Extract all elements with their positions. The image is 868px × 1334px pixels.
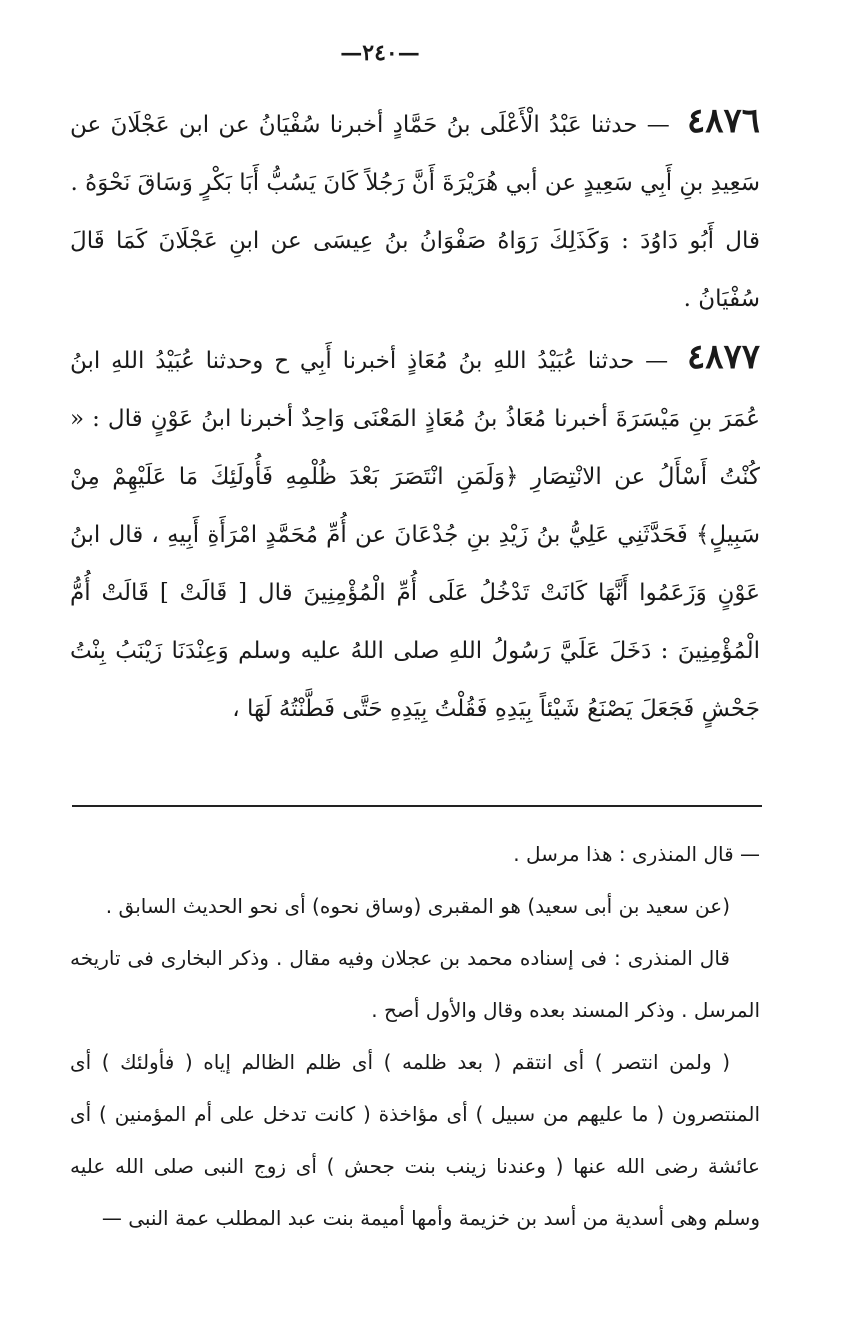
hadith-paragraph-4876 [70, 92, 760, 212]
hadith-paragraph-4877 [70, 328, 760, 738]
hadith-number: ٤٨٧٦ [686, 101, 760, 141]
footnote-paragraph: قال المنذرى : فى إسناده محمد بن عجلان وفيه مقال . وذكر البخارى فى تاريخه المرسل . وذكر المسند بعده وقال والأول أصح . [70, 946, 760, 1022]
footnote-paragraph: — قال المنذرى : هذا مرسل . [513, 842, 760, 866]
footnote-paragraph: (عن سعيد بن أبى سعيد) هو المقبرى (وساق نحوه) أى نحو الحديث السابق . [105, 894, 730, 918]
footnote-paragraph: ( ولمن انتصر ) أى انتقم ( بعد ظلمه ) أى ظلم الظالم إياه ( فأولئك ) أى المنتصرون ( ما عليهم من سبيل ) أى مؤاخذة ( كانت تدخل على أم المؤمنين ) أى عائشة رضى الله عنها ( وعندنا زينب بنت جحش ) أى زوج النبى صلى الله عليه وسلم وهى أسدية من أسد بن خزيمة وأمها أميمة بنت عبد المطلب عمة النبى — [70, 1050, 760, 1230]
abu-dawud-note-paragraph [70, 212, 760, 328]
hadith-text: قال أَبُو دَاوُدَ : وَكَذَلِكَ رَوَاهُ صَفْوَانُ بنُ عِيسَى عن ابنِ عَجْلَانَ كَمَا قَالَ سُفْيَانُ . [70, 228, 760, 312]
footnote-divider [72, 805, 762, 807]
page-number: —٢٤٠— [340, 40, 420, 66]
hadith-text-body [70, 92, 760, 738]
footnotes-section [70, 828, 760, 1244]
hadith-number: ٤٨٧٧ [686, 337, 761, 377]
hadith-text: — حدثنا عُبَيْدُ اللهِ بنُ مُعَاذٍ أخبرنا أَبِي ح وحدثنا عُبَيْدُ اللهِ ابنُ عُمَرَ بنِ مَيْسَرَةَ أخبرنا مُعَاذُ بنُ مُعَاذٍ المَعْنَى وَاحِدٌ أخبرنا ابنُ عَوْنٍ قال : « كُنْتُ أَسْأَلُ عن الانْتِصَارِ ﴿وَلَمَنِ انْتَصَرَ بَعْدَ ظُلْمِهِ فَأُولَئِكَ مَا عَلَيْهِمْ مِنْ سَبِيلٍ﴾ فَحَدَّثَنِي عَلِيُّ بنُ زَيْدِ بنِ جُدْعَانَ عن أُمِّ مُحَمَّدٍ امْرَأَةِ أَبِيهِ ، قال ابنُ عَوْنٍ وَزَعَمُوا أَنَّهَا كَانَتْ تَدْخُلُ عَلَى أُمِّ الْمُؤْمِنِينَ قال [ قَالَتْ ] قَالَتْ أُمُّ الْمُؤْمِنِينَ : دَخَلَ عَلَيَّ رَسُولُ اللهِ صلى اللهُ عليه وسلم وَعِنْدَنَا زَيْنَبُ بِنْتُ جَحْشٍ فَجَعَلَ يَصْنَعُ شَيْئاً بِيَدِهِ فَقُلْتُ بِيَدِهِ حَتَّى فَطَّنْتُهُ لَهَا ، [70, 348, 760, 722]
hadith-text: — حدثنا عَبْدُ الْأَعْلَى بنُ حَمَّادٍ أخبرنا سُفْيَانُ عن ابن عَجْلَانَ عن سَعِيدِ بنِ أَبِي سَعِيدٍ عن أبي هُرَيْرَةَ أَنَّ رَجُلاً كَانَ يَسُبُّ أَبَا بَكْرٍ وَسَاقَ نَحْوَهُ . [70, 112, 760, 196]
